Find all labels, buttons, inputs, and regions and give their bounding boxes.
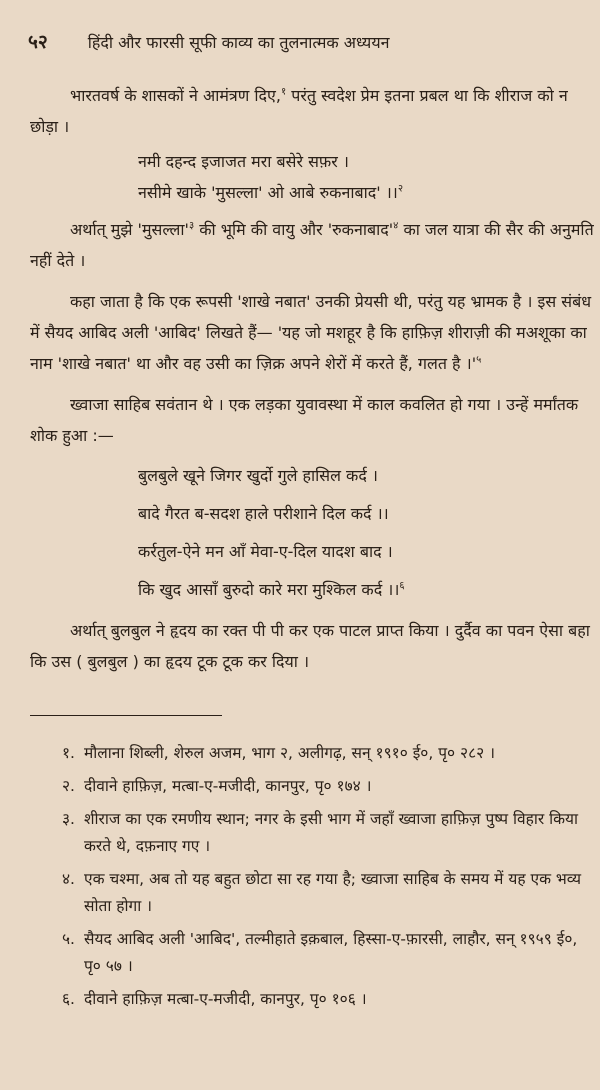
footnote-divider (30, 715, 222, 716)
verse-line: नसीमे खाके 'मुसल्ला' ओ आबे रुकनाबाद' ।।$^२$ (138, 183, 404, 202)
verse-block (138, 457, 595, 609)
footnote: ३. शीराज का एक रमणीय स्थान; नगर के इसी भाग में जहाँ ख्वाजा हाफ़िज़ पुष्प विहार किया करते थे, दफ़नाए गए । (62, 810, 579, 855)
footnote: ६. दीवाने हाफ़िज़ मत्बा-ए-मजीदी, कानपुर, पृ० १०६ । (62, 990, 367, 1008)
page-header (28, 28, 592, 54)
footnote: ४. एक चश्मा, अब तो यह बहुत छोटा सा रह गया है; ख्वाजा साहिब के समय में यह एक भव्य सोता होगा । (62, 870, 582, 915)
verse-line: बुलबुले खूने जिगर खुर्दो गुले हासिल कर्द । (138, 466, 378, 485)
footnote-ref: ४ (393, 220, 399, 232)
verse-line: कि खुद आसाँ बुरुदो कारे मरा मुश्किल कर्द ।।$^६$ (138, 580, 405, 599)
body-text (30, 80, 595, 677)
verse-line: नमी दहन्द इजाजत मरा बसेरे सफ़र । (138, 152, 349, 171)
footnote-ref: २ (397, 183, 404, 195)
running-title: हिंदी और फारसी सूफी काव्य का तुलनात्मक अध्ययन (87, 33, 390, 52)
footnote-ref: १ (280, 86, 287, 98)
footnote-ref: ५ (476, 354, 482, 366)
footnote: १. मौलाना शिब्ली, शेरुल अजम, भाग २, अलीगढ़, सन् १९१० ई०, पृ० २८२ । (62, 744, 495, 762)
page-number: ५२ (28, 31, 48, 53)
paragraph: ख्वाजा साहिब सवंतान थे । एक लड़का युवावस्था में काल कवलित हो गया । उन्हें मर्मांतक शोक हुआ :— (30, 395, 579, 445)
paragraph: अर्थात् बुलबुल ने हृदय का रक्त पी पी कर एक पाटल प्राप्त किया । दुर्दैव का पवन ऐसा बहा कि उस ( बुलबुल ) का हृदय टूक टूक कर दिया । (30, 621, 590, 671)
footnote: २. दीवाने हाफ़िज़, मत्बा-ए-मजीदी, कानपुर, पृ० १७४ । (62, 777, 372, 795)
footnote-ref: ६ (399, 580, 405, 592)
verse-line: बादे गैरत ब-सदश हाले परीशाने दिल कर्द ।। (138, 504, 389, 523)
footnotes (62, 740, 594, 1019)
paragraph: कहा जाता है कि एक रूपसी 'शाखे नबात' उनकी प्रेयसी थी, परंतु यह भ्रामक है । इस संबंध में सैयद आबिद अली 'आबिद' लिखते हैं— 'यह जो मशहूर है कि हाफ़िज़ शीराज़ी की मअशूका का नाम 'शाखे नबात' था और वह उसी का ज़िक्र अपने शेरों में करते हैं, गलत है $।'^५$ (30, 292, 592, 373)
footnote-ref: ३ (188, 220, 195, 232)
paragraph: अर्थात् मुझे '$मुसल्ला'^३$ की भूमि की वायु और '$रुकनाबाद'^४$ का जल यात्रा की सैर की अनुमति नहीं देते । (30, 220, 594, 270)
verse-line: कर्रतुल-ऐने मन आँ मेवा-ए-दिल यादश बाद । (138, 542, 393, 561)
footnote: ५. सैयद आबिद अली 'आबिद', तल्मीहाते इक़बाल, हिस्सा-ए-फ़ारसी, लाहौर, सन् १९५९ ई०, पृ० ५७ । (62, 930, 578, 975)
paragraph: भारतवर्ष के शासकों ने आमंत्रण दिए,$^१$ परंतु स्वदेश प्रेम इतना प्रबल था कि शीराज को न छोड़ा । (30, 86, 568, 136)
verse-block (138, 146, 595, 208)
